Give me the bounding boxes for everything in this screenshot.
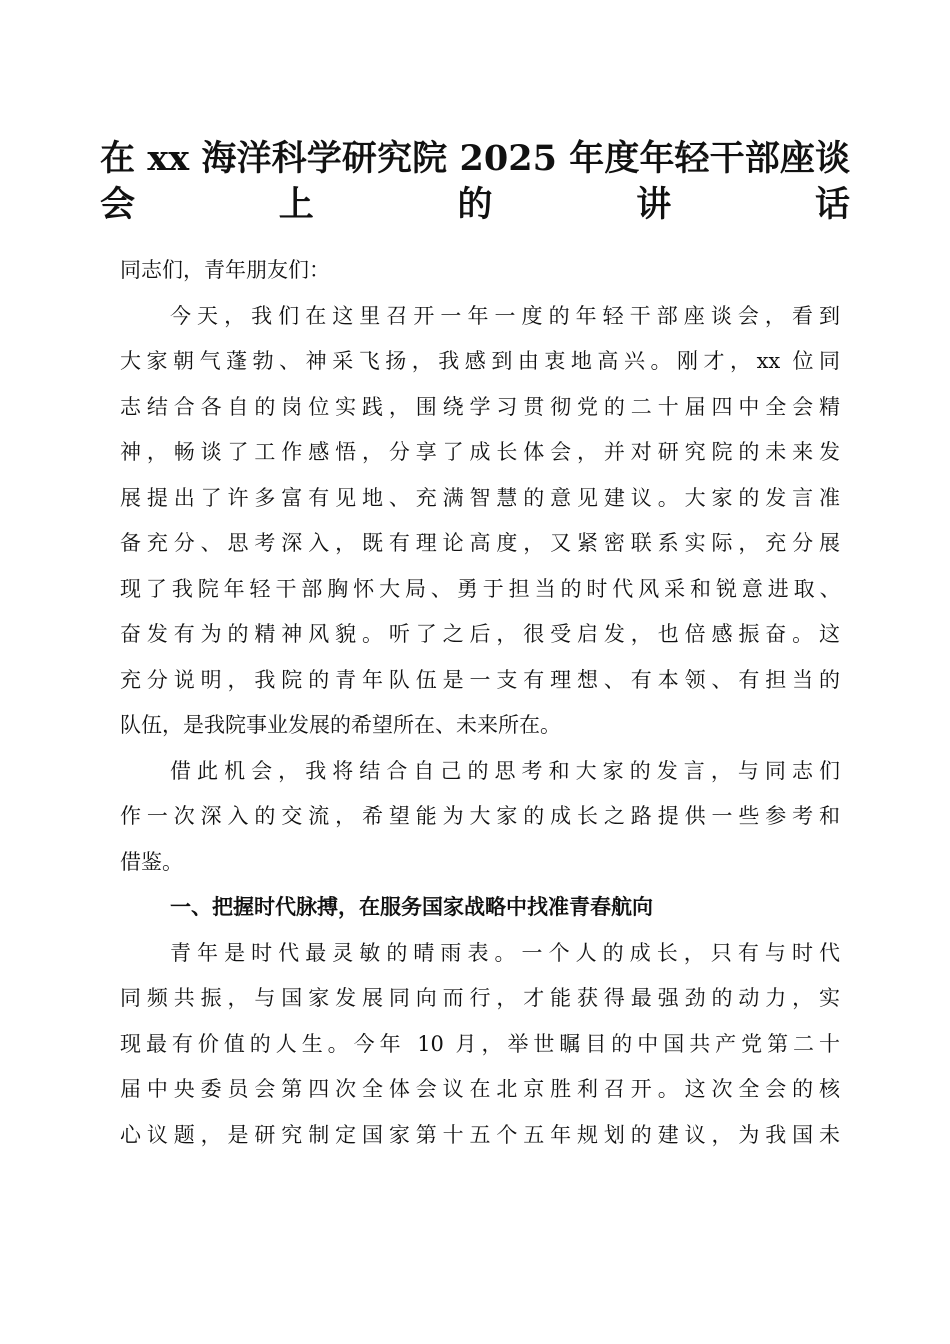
paragraph-opening [120, 294, 840, 749]
paragraph-line: 同频共振，与国家发展同向而行，才能获得最强劲的动力，实 [120, 986, 840, 1010]
paragraph-line: 神，畅谈了工作感悟，分享了成长体会，并对研究院的未来发 [120, 440, 840, 464]
greeting [120, 248, 840, 294]
paragraph-line: 队伍，是我院事业发展的希望所在、未来所在。 [120, 713, 561, 737]
section-heading [120, 885, 840, 931]
paragraph-line: 现最有价值的人生。今年 10 月，举世瞩目的中国共产党第二十 [120, 1031, 840, 1056]
paragraph-line: 展提出了许多富有见地、充满智慧的意见建议。大家的发言准 [120, 485, 840, 510]
document-body [120, 248, 840, 1158]
paragraph-section-one [120, 931, 840, 1159]
document-title [100, 136, 850, 227]
paragraph-line: 奋发有为的精神风貌。听了之后，很受启发，也倍感振奋。这 [120, 622, 840, 646]
paragraph-line: 心议题，是研究制定国家第十五个五年规划的建议，为我国未 [120, 1122, 840, 1147]
paragraph-transition [120, 749, 840, 886]
paragraph-line: 今天，我们在这里召开一年一度的年轻干部座谈会，看到 [170, 303, 840, 328]
paragraph-line: 充分说明，我院的青年队伍是一支有理想、有本领、有担当的 [120, 667, 840, 692]
section-heading-text: 一、把握时代脉搏，在服务国家战略中找准青春航向 [170, 895, 653, 919]
paragraph-line: 大家朝气蓬勃、神采飞扬，我感到由衷地高兴。刚才，xx 位同 [120, 349, 840, 373]
greeting-line: 同志们，青年朋友们： [120, 258, 330, 282]
paragraph-line: 作一次深入的交流，希望能为大家的成长之路提供一些参考和 [120, 804, 840, 828]
paragraph-line: 备充分、思考深入，既有理论高度，又紧密联系实际，充分展 [120, 531, 840, 555]
title-line: 在 xx 海洋科学研究院 2025 年度年轻干部座谈 [100, 138, 850, 179]
paragraph-line: 青年是时代最灵敏的晴雨表。一个人的成长，只有与时代 [170, 940, 840, 965]
title-line: 会上的讲话 [100, 183, 850, 225]
paragraph-line: 现了我院年轻干部胸怀大局、勇于担当的时代风采和锐意进取、 [120, 576, 840, 601]
paragraph-line: 借鉴。 [120, 849, 183, 874]
paragraph-line: 借此机会，我将结合自己的思考和大家的发言，与同志们 [170, 758, 840, 783]
paragraph-line: 届中央委员会第四次全体会议在北京胜利召开。这次全会的核 [120, 1077, 840, 1101]
paragraph-line: 志结合各自的岗位实践，围绕学习贯彻党的二十届四中全会精 [120, 394, 840, 419]
